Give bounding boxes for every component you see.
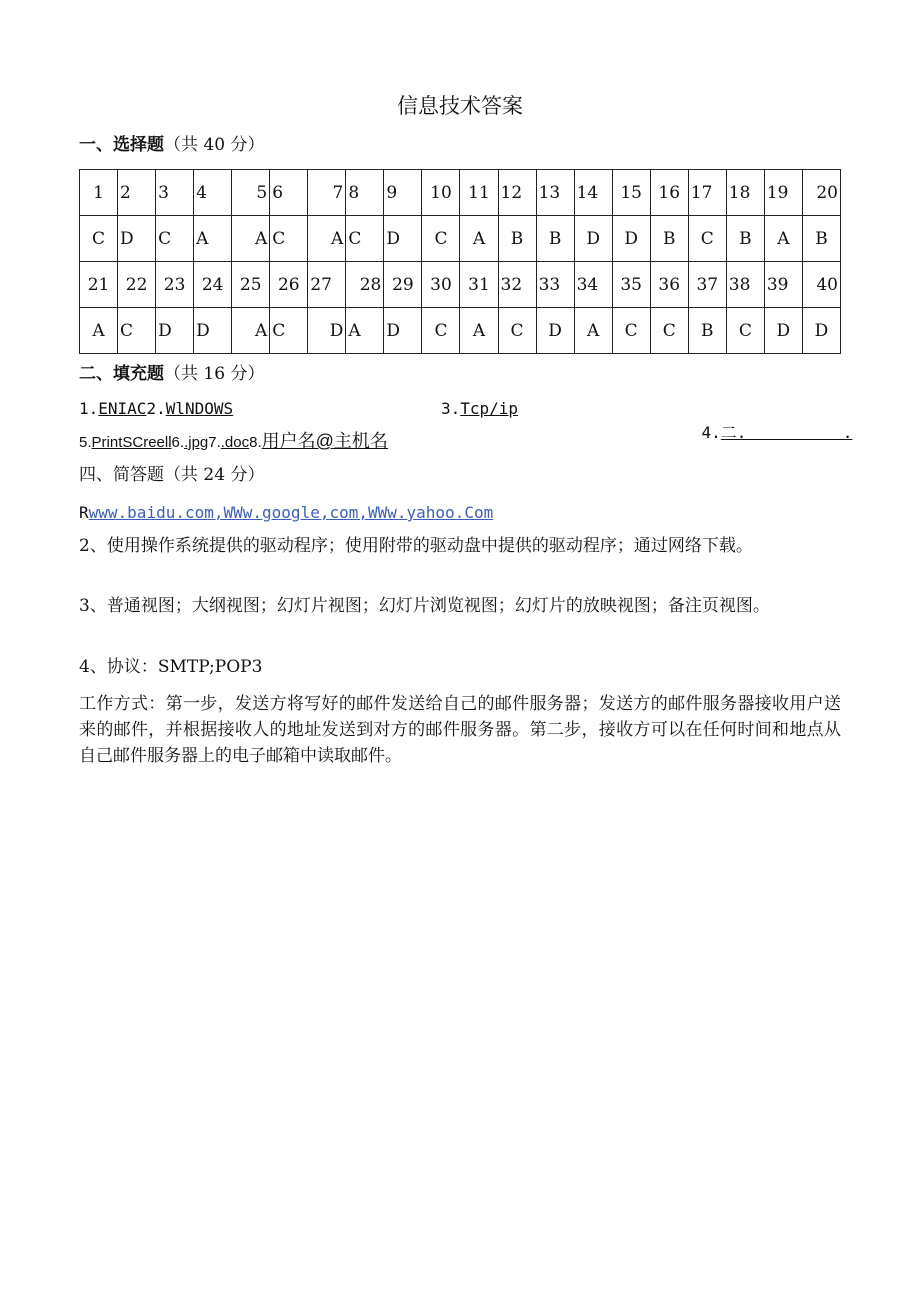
table-cell: B <box>498 216 536 262</box>
section-short-points: （共 24 分） <box>164 465 265 485</box>
question-number-row <box>80 170 841 216</box>
table-cell: B <box>650 216 688 262</box>
fill-answers-3 <box>441 397 518 421</box>
answer-letter-row <box>80 216 841 262</box>
table-cell: 11 <box>460 170 498 216</box>
page-title: 信息技术答案 <box>397 94 523 118</box>
answer-4-workflow: 工作方式：第一步，发送方将写好的邮件发送给自己的邮件服务器；发送方的邮件服务器接收用户送来的邮件，并根据接收人的地址发送到对方的邮件服务器。第二步，接收方可以在任何时间和地点从自己邮件服务器上的电子邮箱中读取邮件。 <box>79 694 841 766</box>
table-cell: 16 <box>650 170 688 216</box>
table-cell: 24 <box>194 262 232 308</box>
table-cell: 13 <box>536 170 574 216</box>
table-cell: D <box>118 216 156 262</box>
fill-answers-1-2 <box>79 397 233 421</box>
table-cell: C <box>422 216 460 262</box>
table-cell: 31 <box>460 262 498 308</box>
table-cell: C <box>498 308 536 354</box>
fill-answer-2: WlNDOWS <box>165 399 234 418</box>
table-cell: 27 <box>308 262 346 308</box>
table-cell: A <box>308 216 346 262</box>
fill-answer-5: PrintSCreell <box>91 434 172 451</box>
question-number-row <box>80 262 841 308</box>
table-cell: 12 <box>498 170 536 216</box>
table-cell: C <box>156 216 194 262</box>
fill-answer-3: Tcp/ip <box>460 399 519 418</box>
table-cell: 33 <box>536 262 574 308</box>
table-cell: 7 <box>308 170 346 216</box>
table-cell: 21 <box>80 262 118 308</box>
table-cell: D <box>612 216 650 262</box>
section-choice-points: （共 40 分） <box>164 135 265 155</box>
table-cell: 5 <box>232 170 270 216</box>
answer-letter-row <box>80 308 841 354</box>
table-cell: B <box>726 216 764 262</box>
table-cell: D <box>384 216 422 262</box>
table-cell: C <box>650 308 688 354</box>
table-cell: 4 <box>194 170 232 216</box>
fill-num-3: 3. <box>441 399 461 418</box>
table-cell: 22 <box>118 262 156 308</box>
table-cell: A <box>574 308 612 354</box>
table-cell: C <box>270 216 308 262</box>
fill-answer-7: .doc <box>220 434 250 451</box>
table-cell: 32 <box>498 262 536 308</box>
table-cell: 10 <box>422 170 460 216</box>
fill-num-2: 2. <box>146 399 166 418</box>
answer-1-links[interactable]: www.baidu.com,WWw.google,com,WWw.yahoo.Com <box>88 503 494 522</box>
fill-answers-4 <box>663 397 852 469</box>
table-cell: 23 <box>156 262 194 308</box>
answer-1-prefix: R <box>79 503 89 522</box>
section-choice-label: 一、选择题 <box>79 135 164 155</box>
table-cell: 9 <box>384 170 422 216</box>
table-cell: 38 <box>726 262 764 308</box>
table-cell: 6 <box>270 170 308 216</box>
table-cell: 14 <box>574 170 612 216</box>
table-cell: C <box>726 308 764 354</box>
table-cell: D <box>536 308 574 354</box>
table-cell: D <box>764 308 802 354</box>
section-fill-label: 二、填充题 <box>79 364 164 384</box>
section-choice-heading <box>79 133 264 157</box>
table-cell: C <box>118 308 156 354</box>
table-cell: 35 <box>612 262 650 308</box>
section-fill-heading <box>79 362 264 386</box>
fill-answer-1: ENIAC <box>98 399 147 418</box>
table-cell: 39 <box>764 262 802 308</box>
fill-num-8: 8. <box>249 434 262 451</box>
section-short-label: 四、简答题 <box>79 465 164 485</box>
table-cell: B <box>688 308 726 354</box>
table-cell: 1 <box>80 170 118 216</box>
fill-answer-4: 二. . <box>720 423 853 442</box>
table-cell: 2 <box>118 170 156 216</box>
table-cell: A <box>194 216 232 262</box>
table-cell: D <box>308 308 346 354</box>
fill-num-7: 7. <box>208 434 221 451</box>
table-cell: 29 <box>384 262 422 308</box>
table-cell: 25 <box>232 262 270 308</box>
table-cell: A <box>346 308 384 354</box>
answer-4-protocol: 4、协议：SMTP;POP3 <box>79 657 263 677</box>
table-cell: D <box>384 308 422 354</box>
table-cell: 17 <box>688 170 726 216</box>
table-cell: 18 <box>726 170 764 216</box>
table-cell: A <box>460 216 498 262</box>
fill-answers-5-8 <box>79 429 388 455</box>
table-cell: A <box>460 308 498 354</box>
table-cell: D <box>574 216 612 262</box>
section-short-heading <box>79 463 264 487</box>
answer-1-urls <box>79 501 493 525</box>
table-cell: 20 <box>802 170 840 216</box>
table-cell: C <box>688 216 726 262</box>
table-cell: 26 <box>270 262 308 308</box>
table-cell: 30 <box>422 262 460 308</box>
table-cell: A <box>764 216 802 262</box>
table-cell: C <box>422 308 460 354</box>
table-cell: 19 <box>764 170 802 216</box>
table-cell: A <box>232 216 270 262</box>
table-cell: C <box>270 308 308 354</box>
table-cell: B <box>536 216 574 262</box>
fill-num-4: 4. <box>701 423 721 442</box>
table-cell: 28 <box>346 262 384 308</box>
table-cell: 15 <box>612 170 650 216</box>
fill-num-6: 6. <box>171 434 185 451</box>
table-cell: 40 <box>802 262 840 308</box>
table-cell: D <box>194 308 232 354</box>
answer-table <box>79 169 841 354</box>
fill-num-5: 5. <box>79 434 92 451</box>
answer-3: 3、普通视图；大纲视图；幻灯片视图；幻灯片浏览视图；幻灯片的放映视图；备注页视图。 <box>79 596 770 616</box>
table-cell: C <box>346 216 384 262</box>
fill-answer-6: .jpg <box>184 434 209 451</box>
table-cell: 36 <box>650 262 688 308</box>
fill-answer-8: 用户名@主机名 <box>261 431 388 451</box>
table-cell: C <box>612 308 650 354</box>
table-cell: 34 <box>574 262 612 308</box>
answer-2: 2、使用操作系统提供的驱动程序；使用附带的驱动盘中提供的驱动程序；通过网络下载。 <box>79 536 753 556</box>
table-cell: A <box>232 308 270 354</box>
table-cell: A <box>80 308 118 354</box>
table-cell: B <box>802 216 840 262</box>
section-fill-points: （共 16 分） <box>164 364 265 384</box>
table-cell: C <box>80 216 118 262</box>
table-cell: 3 <box>156 170 194 216</box>
table-cell: D <box>802 308 840 354</box>
table-cell: 37 <box>688 262 726 308</box>
table-cell: D <box>156 308 194 354</box>
fill-num-1: 1. <box>79 399 99 418</box>
table-cell: 8 <box>346 170 384 216</box>
